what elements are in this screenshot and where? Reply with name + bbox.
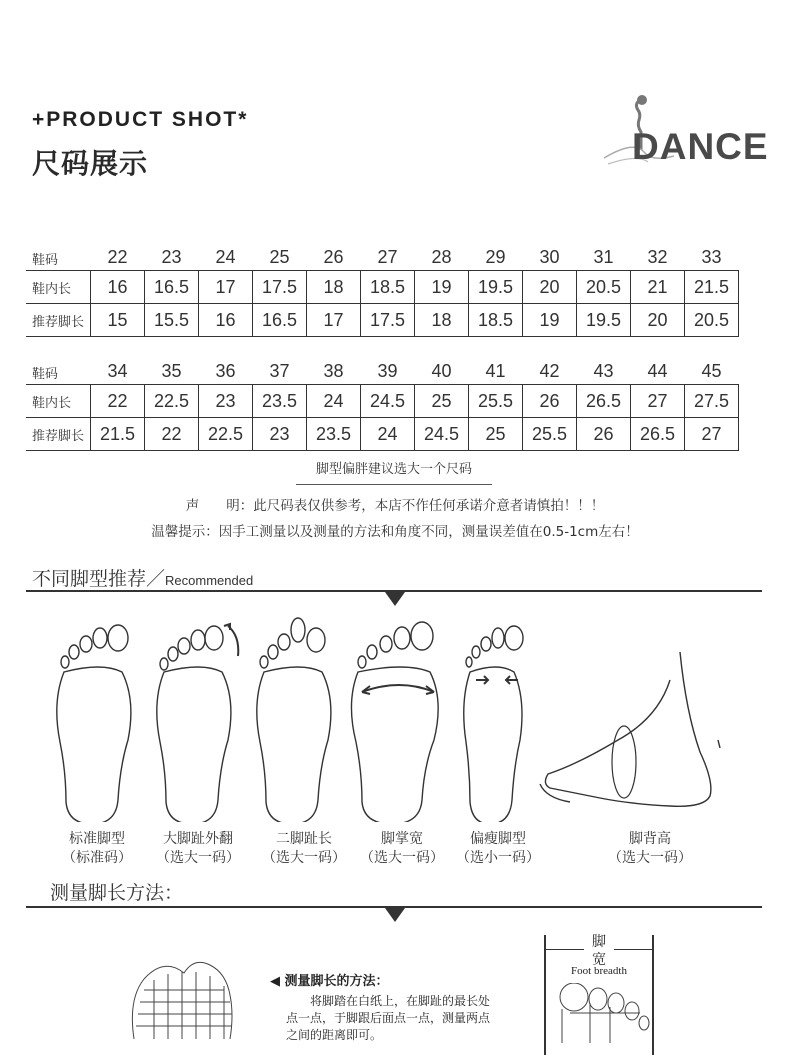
table-cell: 22.5 (199, 418, 253, 451)
table-cell: 22 (145, 418, 199, 451)
table-cell: 15.5 (145, 304, 199, 337)
measure-method-block (270, 970, 490, 1044)
bunion-foot-icon (157, 624, 238, 822)
inner-length-row (26, 271, 739, 304)
foot-type-name: 标准脚型 (69, 831, 125, 847)
table-cell: 27.5 (685, 385, 739, 418)
size-cell: 30 (539, 247, 560, 267)
size-cell: 33 (701, 247, 722, 267)
foot-type-name: 二脚趾长 (276, 831, 332, 847)
table-cell: 27 (631, 385, 685, 418)
table-cell: 25.5 (469, 385, 523, 418)
foot-type-name: 脚掌宽 (381, 831, 423, 847)
table-cell: 18 (415, 304, 469, 337)
size-row (26, 238, 739, 271)
size-cell: 43 (593, 361, 614, 381)
foot-type-caption (446, 830, 550, 868)
standard-foot-icon (57, 625, 131, 822)
table-cell: 20 (523, 271, 577, 304)
foot-type-advice: （选大一码） (262, 850, 346, 866)
slim-foot-icon (464, 626, 523, 822)
size-cell: 31 (593, 247, 614, 267)
size-cell: 32 (647, 247, 668, 267)
foot-type-caption (146, 830, 250, 868)
table-cell: 22 (91, 385, 145, 418)
measure-method-title: ◀ 测量脚长的方法： (270, 974, 389, 989)
table-cell: 25 (469, 418, 523, 451)
foot-type-caption (350, 830, 454, 868)
table-cell: 17.5 (253, 271, 307, 304)
measure-method-line: 点一点，于脚跟后面点一点，测量两点 (286, 1011, 491, 1025)
size-cell: 22 (107, 247, 128, 267)
down-triangle-icon (385, 908, 405, 922)
measure-method-line: 之间的距离即可。 (286, 1028, 383, 1042)
table-cell: 18.5 (469, 304, 523, 337)
down-triangle-icon (385, 592, 405, 606)
size-cell: 35 (161, 361, 182, 381)
foot-type-caption (52, 830, 142, 868)
table-cell: 24.5 (361, 385, 415, 418)
foot-type-advice: （选大一码） (360, 850, 444, 866)
table-cell: 25.5 (523, 418, 577, 451)
table-cell: 19.5 (469, 271, 523, 304)
table-cell: 19.5 (577, 304, 631, 337)
breadth-label-cn-2: 宽 (592, 952, 606, 968)
table-cell: 25 (415, 385, 469, 418)
table-cell: 20.5 (685, 304, 739, 337)
table-cell: 23.5 (253, 385, 307, 418)
table-cell: 24 (361, 418, 415, 451)
table-cell: 17 (199, 271, 253, 304)
foot-type-name: 脚背高 (629, 831, 671, 847)
left-arrow-icon: ◀ (270, 974, 285, 989)
row-label-foot-length: 推荐脚长 (26, 304, 91, 337)
table-cell: 18 (307, 271, 361, 304)
table-cell: 22.5 (145, 385, 199, 418)
dance-logo-text: DANCE (632, 126, 769, 167)
table-cell: 17 (307, 304, 361, 337)
foot-type-advice: （选大一码） (608, 850, 692, 866)
size-cell: 44 (647, 361, 668, 381)
foot-type-name: 偏瘦脚型 (470, 831, 526, 847)
breadth-label-en: Foot breadth (571, 965, 627, 977)
reminder-text: 温馨提示：因手工测量以及测量的方法和角度不同，测量误差值在0.5-1cm左右！ (151, 524, 639, 540)
size-cell: 42 (539, 361, 560, 381)
foot-type-caption (598, 830, 702, 868)
table-cell: 17.5 (361, 304, 415, 337)
size-cell: 27 (377, 247, 398, 267)
row-label-inner-length: 鞋内长 (26, 385, 91, 418)
measure-title: 测量脚长方法： (50, 882, 184, 904)
table-cell: 26 (577, 418, 631, 451)
foot-length-row (26, 304, 739, 337)
recommend-subtitle: Recommended (165, 573, 254, 588)
long-second-toe-icon (257, 618, 331, 822)
table-cell: 26.5 (631, 418, 685, 451)
table-cell: 26.5 (577, 385, 631, 418)
table-cell: 16 (91, 271, 145, 304)
size-cell: 23 (161, 247, 182, 267)
size-cell: 40 (431, 361, 452, 381)
table-cell: 21 (631, 271, 685, 304)
table-cell: 23 (199, 385, 253, 418)
size-cell: 25 (269, 247, 290, 267)
size-cell: 26 (323, 247, 344, 267)
table-cell: 15 (91, 304, 145, 337)
fat-foot-tip: 脚型偏胖建议选大一个尺码 (296, 458, 492, 485)
row-label-size: 鞋码 (32, 367, 59, 382)
table-cell: 16.5 (145, 271, 199, 304)
table-cell: 21.5 (685, 271, 739, 304)
table-cell: 16.5 (253, 304, 307, 337)
size-cell: 24 (215, 247, 236, 267)
table-cell: 20.5 (577, 271, 631, 304)
breadth-label-cn-1: 脚 (592, 934, 606, 950)
size-cell: 34 (107, 361, 128, 381)
row-label-size: 鞋码 (32, 253, 59, 268)
toes-illustration (550, 983, 650, 1043)
foot-types-illustration (30, 612, 760, 822)
table-cell: 23 (253, 418, 307, 451)
recommend-header: 不同脚型推荐／Recommended (32, 568, 254, 590)
size-cell: 39 (377, 361, 398, 381)
foot-type-caption (252, 830, 356, 868)
foot-length-row (26, 418, 739, 451)
table-cell: 26 (523, 385, 577, 418)
table-cell: 16 (199, 304, 253, 337)
foot-grid-illustration (124, 960, 244, 1039)
declaration-text: 声 明：此尺码表仅供参考，本店不作任何承诺介意者请慎拍！！！ (185, 498, 605, 514)
table-cell: 24.5 (415, 418, 469, 451)
wide-foot-icon (351, 622, 438, 822)
size-table-2 (26, 352, 739, 451)
recommend-title: 不同脚型推荐 (32, 568, 147, 590)
size-cell: 38 (323, 361, 344, 381)
table-cell: 19 (415, 271, 469, 304)
foot-type-name: 大脚趾外翻 (163, 831, 233, 847)
foot-type-advice: （选大一码） (156, 850, 240, 866)
size-cell: 36 (215, 361, 236, 381)
table-cell: 20 (631, 304, 685, 337)
size-table-1 (26, 238, 739, 337)
foot-breadth-diagram (544, 935, 654, 1055)
size-cell: 37 (269, 361, 290, 381)
measure-method-line: 将脚踏在白纸上，在脚趾的最长处 (310, 994, 491, 1008)
size-cell: 45 (701, 361, 722, 381)
row-label-inner-length: 鞋内长 (26, 271, 91, 304)
size-display-heading: 尺码展示 (32, 147, 149, 180)
table-cell: 24 (307, 385, 361, 418)
size-cell: 29 (485, 247, 506, 267)
table-cell: 18.5 (361, 271, 415, 304)
table-cell: 21.5 (91, 418, 145, 451)
foot-type-advice: （标准码） (62, 850, 132, 866)
inner-length-row (26, 385, 739, 418)
size-cell: 28 (431, 247, 452, 267)
table-cell: 27 (685, 418, 739, 451)
foot-type-advice: （选小一码） (456, 850, 540, 866)
table-cell: 19 (523, 304, 577, 337)
size-row (26, 352, 739, 385)
product-shot-heading: +PRODUCT SHOT* (32, 108, 249, 131)
high-instep-foot-icon (540, 652, 720, 806)
size-cell: 41 (485, 361, 506, 381)
table-cell: 23.5 (307, 418, 361, 451)
row-label-foot-length: 推荐脚长 (26, 418, 91, 451)
